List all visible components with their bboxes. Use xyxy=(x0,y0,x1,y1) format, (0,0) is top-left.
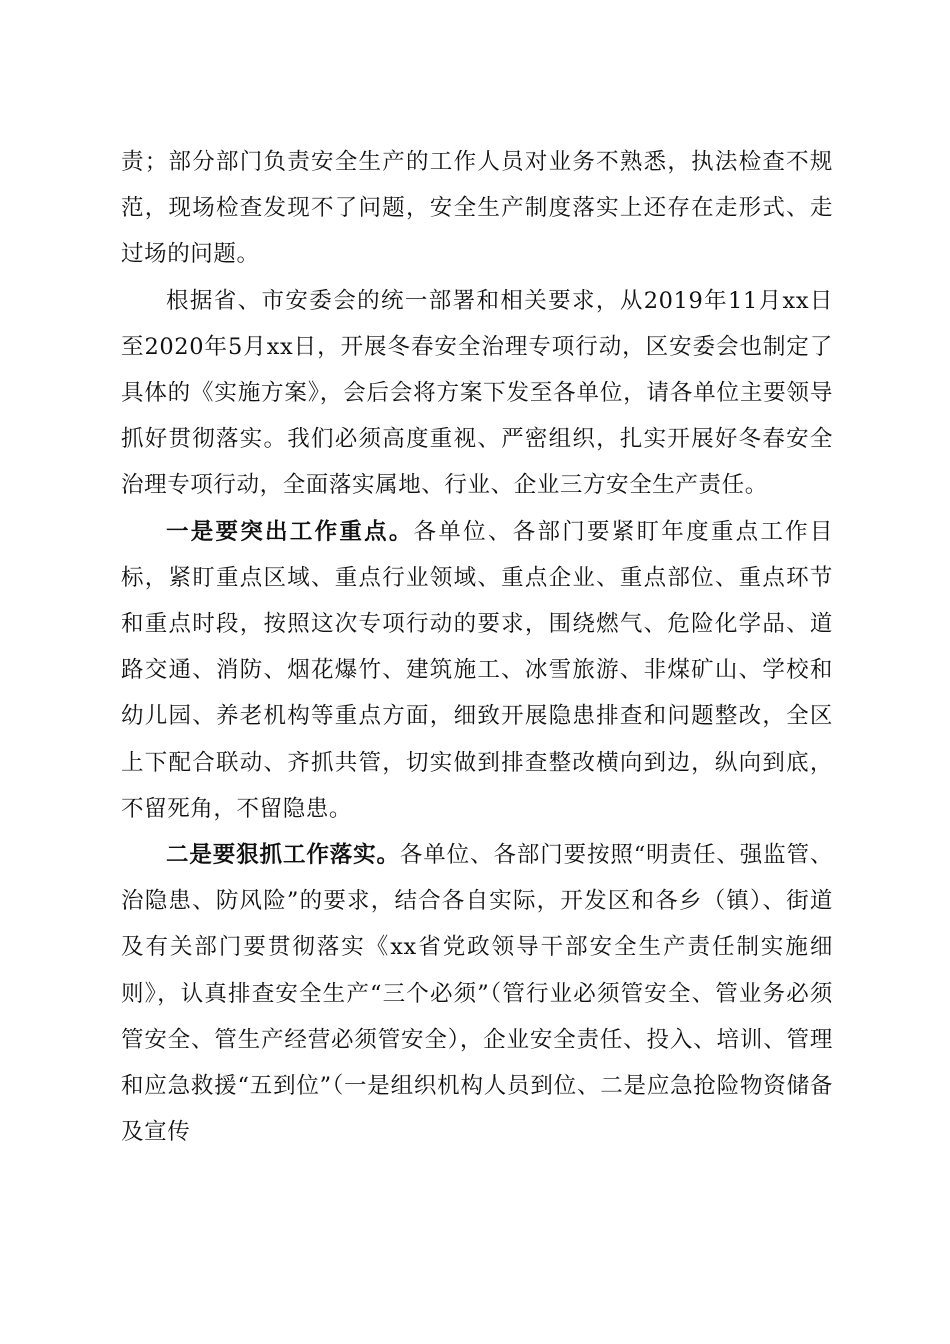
document-body xyxy=(121,139,833,1155)
paragraph-implementation xyxy=(121,832,833,1155)
paragraph-text: 各单位、各部门要紧盯年度重点工作目标，紧盯重点区域、重点行业领域、重点企业、重点部位、重点环节和重点时段，按照这次专项行动的要求，围绕燃气、危险化学品、道路交通、消防、烟花爆竹、建筑施工、冰雪旅游、非煤矿山、学校和幼儿园、养老机构等重点方面，细致开展隐患排查和问题整改，全区上下配合联动、齐抓共管，切实做到排查整改横向到边，纵向到底，不留死角，不留隐患。 xyxy=(121,518,833,822)
paragraph-text: 各单位、各部门要按照“明责任、强监管、治隐患、防风险”的要求，结合各自实际，开发区和各乡（镇）、街道及有关部门要贯彻落实《xx省党政领导干部安全生产责任制实施细则》，认真排查安全生产“三个必须”（管行业必须管安全、管业务必须管安全、管生产经营必须管安全），企业安全责任、投入、培训、管理和应急救援“五到位”（一是组织机构人员到位、二是应急抢险物资储备及宣传 xyxy=(121,842,833,1146)
paragraph-key-points xyxy=(121,509,833,832)
paragraph-lead-heading: 二是要狠抓工作落实。 xyxy=(166,842,400,869)
paragraph-text: 根据省、市安委会的统一部署和相关要求，从2019年11月xx日至2020年5月xx日，开展冬春安全治理专项行动，区安委会也制定了具体的《实施方案》，会后会将方案下发至各单位，请各单位主要领导抓好贯彻落实。我们必须高度重视、严密组织，扎实开展好冬春安全治理专项行动，全面落实属地、行业、企业三方安全生产责任。 xyxy=(121,287,833,499)
paragraph-deployment xyxy=(121,278,833,509)
paragraph-lead-heading: 一是要突出工作重点。 xyxy=(166,518,414,545)
paragraph-continuation xyxy=(121,139,833,278)
paragraph-text: 责；部分部门负责安全生产的工作人员对业务不熟悉，执法检查不规范，现场检查发现不了问题，安全生产制度落实上还存在走形式、走过场的问题。 xyxy=(121,149,833,268)
